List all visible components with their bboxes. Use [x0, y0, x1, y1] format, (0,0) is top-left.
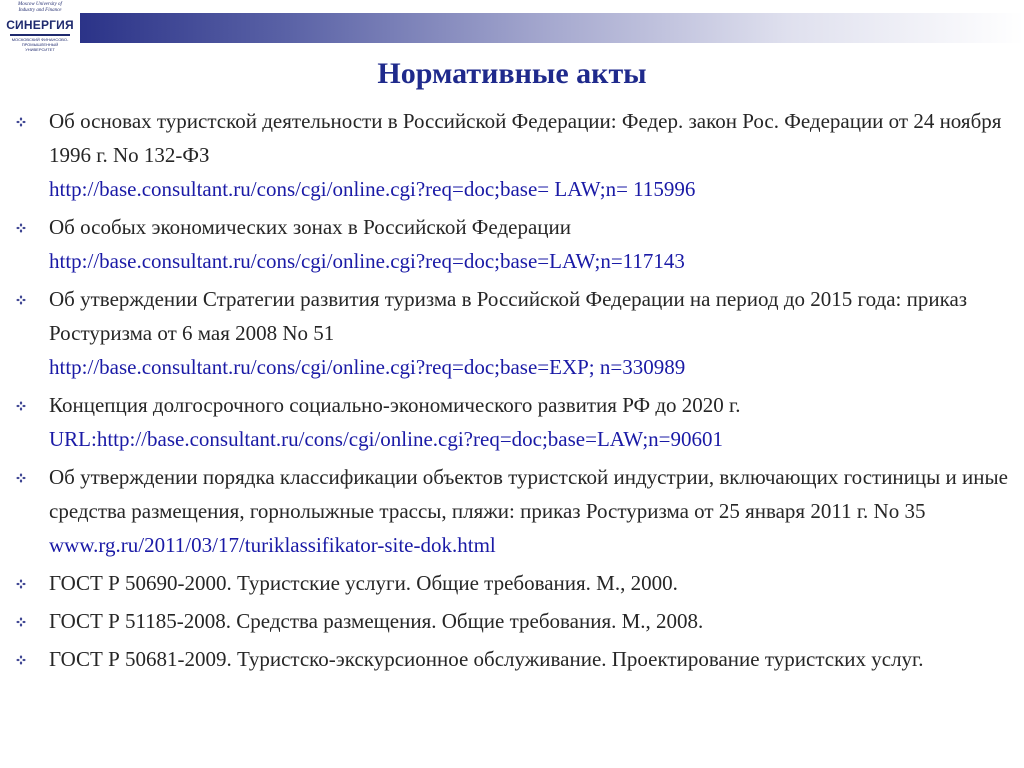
list-item: [14, 388, 1019, 456]
item-link[interactable]: URL:http://base.consultant.ru/cons/cgi/online.cgi?req=doc;base=LAW;n=90601: [49, 427, 723, 451]
item-text: Концепция долгосрочного социально-экономического развития РФ до 2020 г.: [49, 393, 741, 417]
logo-subtitle: МОСКОВСКИЙ ФИНАНСОВО-ПРОМЫШЛЕННЫЙ УНИВЕРСИТЕТ: [11, 37, 69, 52]
four-diamond-bullet-icon: [16, 473, 26, 483]
four-diamond-bullet-icon: [16, 295, 26, 305]
item-text: ГОСТ Р 51185-2008. Средства размещения. Общие требования. М., 2008.: [49, 609, 704, 633]
item-link[interactable]: http://base.consultant.ru/cons/cgi/online.cgi?req=doc;base=EXP; n=330989: [49, 355, 686, 379]
four-diamond-bullet-icon: [16, 223, 26, 233]
list-item: [14, 210, 1019, 278]
four-diamond-bullet-icon: [16, 655, 26, 665]
four-diamond-bullet-icon: [16, 401, 26, 411]
item-text: Об утверждении Стратегии развития туризма в Российской Федерации на период до 2015 года: приказ Ростуризма от 6 мая 2008 No 51: [49, 287, 968, 345]
list-item: [14, 282, 1019, 384]
logo-crest-text: Moscow University of Industry and Finance: [18, 2, 62, 13]
item-link[interactable]: http://base.consultant.ru/cons/cgi/online.cgi?req=doc;base=LAW;n=117143: [49, 249, 685, 273]
list-item: [14, 642, 1019, 676]
regulations-list: [14, 104, 1019, 680]
list-item: [14, 604, 1019, 638]
list-item: [14, 460, 1019, 562]
logo-divider: [10, 34, 70, 36]
four-diamond-bullet-icon: [16, 117, 26, 127]
list-item: [14, 566, 1019, 600]
header-gradient-bar: [80, 13, 1024, 43]
logo-name: СИНЕРГИЯ: [6, 18, 74, 32]
item-text: Об основах туристской деятельности в Российской Федерации: Федер. закон Рос. Федерации от 24 ноября 1996 г. No 132-ФЗ: [49, 109, 1002, 167]
item-text: Об утверждении порядка классификации объектов туристской индустрии, включающих гостиницы и иные средства размещения, горнолыжные трассы, пляжи: приказ Ростуризма от 25 января 2011 г. No 35: [49, 465, 1008, 523]
page-title: Нормативные акты: [377, 57, 647, 90]
list-item: [14, 104, 1019, 206]
item-text: ГОСТ Р 50690-2000. Туристские услуги. Общие требования. М., 2000.: [49, 571, 678, 595]
item-link[interactable]: http://base.consultant.ru/cons/cgi/online.cgi?req=doc;base= LAW;n= 115996: [49, 177, 696, 201]
item-text: Об особых экономических зонах в Российской Федерации: [49, 215, 571, 239]
item-text: ГОСТ Р 50681-2009. Туристско-экскурсионное обслуживание. Проектирование туристских услуг.: [49, 647, 924, 671]
item-link[interactable]: www.rg.ru/2011/03/17/turiklassifikator-site-dok.html: [49, 533, 496, 557]
four-diamond-bullet-icon: [16, 617, 26, 627]
four-diamond-bullet-icon: [16, 579, 26, 589]
